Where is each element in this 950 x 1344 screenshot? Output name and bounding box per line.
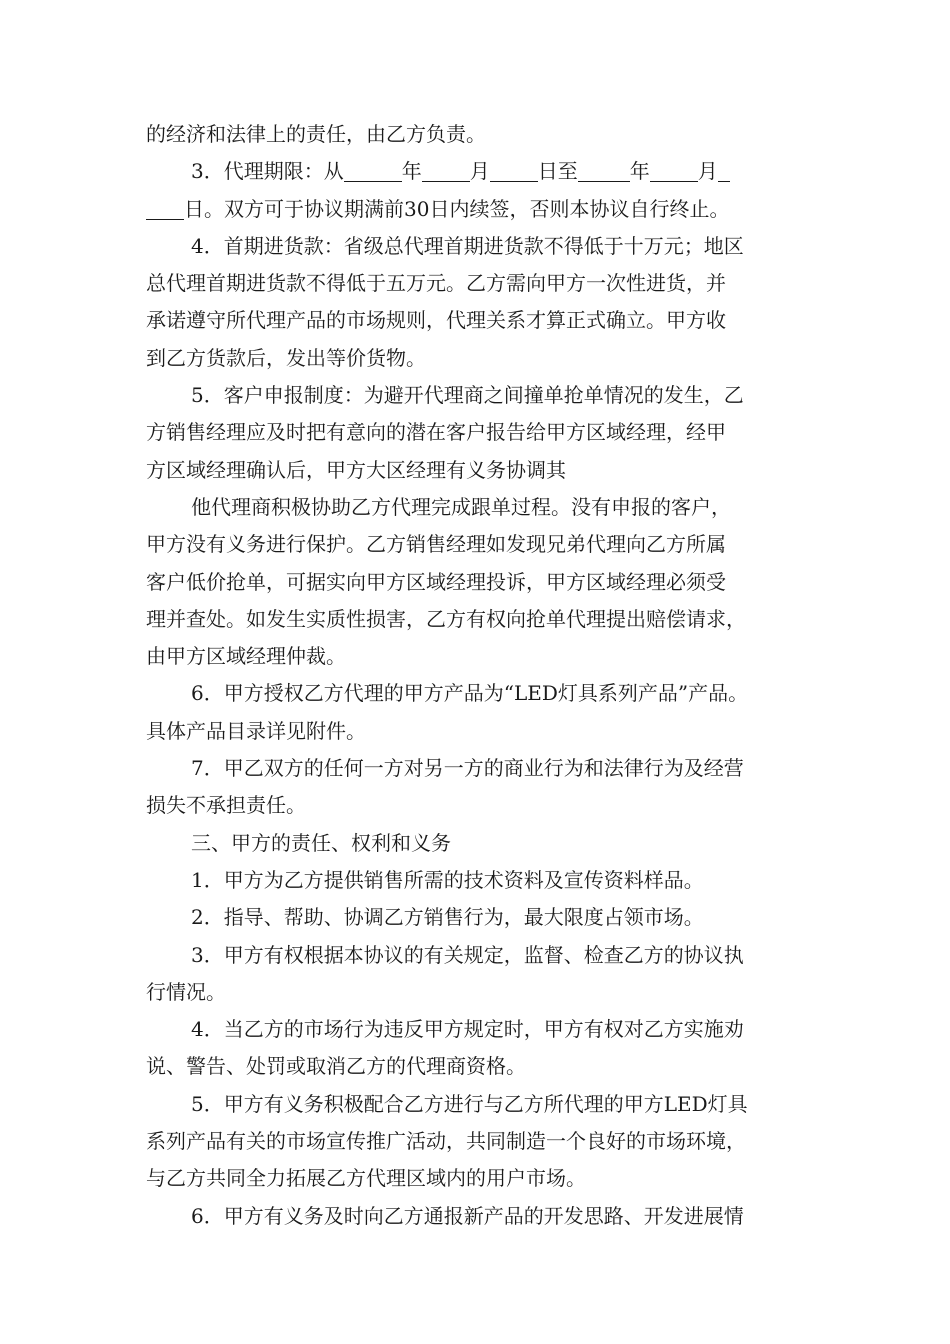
blank-field	[146, 197, 184, 220]
text-line: 6．甲方有义务及时向乙方通报新产品的开发思路、开发进展情	[191, 1203, 744, 1228]
text-line: 方区域经理确认后，甲方大区经理有义务协调其	[146, 457, 566, 482]
text-line: 由甲方区域经理仲裁。	[146, 644, 346, 669]
text-line: 1．甲方为乙方提供销售所需的技术资料及宣传资料样品。	[191, 867, 704, 892]
text-line: 3．甲方有权根据本协议的有关规定，监督、检查乙方的协议执	[191, 942, 744, 967]
text-line: 说、警告、处罚或取消乙方的代理商资格。	[146, 1054, 526, 1079]
text-line: 4．当乙方的市场行为违反甲方规定时，甲方有权对乙方实施劝	[191, 1017, 744, 1042]
text-line: 的经济和法律上的责任，由乙方负责。	[146, 122, 486, 146]
blank-field	[578, 159, 630, 182]
blank-field	[490, 159, 538, 182]
text-line: 客户低价抢单，可据实向甲方区域经理投诉，甲方区域经理必须受	[146, 569, 726, 594]
text-line: 2．指导、帮助、协调乙方销售行为，最大限度占领市场。	[191, 905, 704, 930]
term-month-label: 月	[469, 159, 490, 184]
text-line: 4．首期进货款：省级总代理首期进货款不得低于十万元；地区	[191, 233, 744, 258]
text-line: 6．甲方授权乙方代理的甲方产品为“LED灯具系列产品”产品。	[191, 681, 749, 706]
document-body	[146, 116, 826, 1235]
text-line: 系列产品有关的市场宣传推广活动，共同制造一个良好的市场环境，	[146, 1129, 746, 1154]
term-prefix: 3．代理期限：从	[191, 159, 344, 184]
text-line: 到乙方货款后，发出等价货物。	[146, 345, 426, 370]
text-line: 行情况。	[146, 979, 226, 1004]
text-line: 7．甲乙双方的任何一方对另一方的商业行为和法律行为及经营	[191, 756, 744, 781]
text-line: 他代理商积极协助乙方代理完成跟单过程。没有申报的客户，	[191, 494, 731, 519]
term-year-label: 年	[629, 159, 650, 184]
text-line: 损失不承担责任。	[146, 793, 306, 818]
text-line: 理并查处。如发生实质性损害，乙方有权向抢单代理提出赔偿请求，	[146, 606, 746, 631]
blank-field	[718, 159, 730, 182]
text-line: 具体产品目录详见附件。	[146, 718, 366, 743]
blank-field	[422, 159, 470, 182]
text-line: 总代理首期进货款不得低于五万元。乙方需向甲方一次性进货，并	[146, 271, 726, 296]
text-line: 甲方没有义务进行保护。乙方销售经理如发现兄弟代理向乙方所属	[146, 532, 726, 557]
text-line: 与乙方共同全力拓展乙方代理区域内的用户市场。	[146, 1166, 586, 1191]
term-year-label: 年	[401, 159, 422, 184]
text-line: 5．客户申报制度：为避开代理商之间撞单抢单情况的发生，乙	[191, 383, 744, 408]
text-line	[146, 191, 826, 228]
text-line: 方销售经理应及时把有意向的潜在客户报告给甲方区域经理，经甲	[146, 420, 726, 445]
term-month-label: 月	[697, 159, 718, 184]
blank-field	[344, 159, 402, 182]
text-line: 承诺遵守所代理产品的市场规则，代理关系才算正式确立。甲方收	[146, 308, 726, 333]
term-day-to-label: 日至	[537, 159, 578, 184]
term-renewal-text: 日。双方可于协议期满前30日内续签，否则本协议自行终止。	[184, 196, 730, 221]
text-line: 5．甲方有义务积极配合乙方进行与乙方所代理的甲方LED灯具	[191, 1091, 748, 1116]
section-heading: 三、甲方的责任、权利和义务	[191, 830, 451, 855]
term-clause-line	[146, 153, 826, 190]
blank-field	[650, 159, 698, 182]
